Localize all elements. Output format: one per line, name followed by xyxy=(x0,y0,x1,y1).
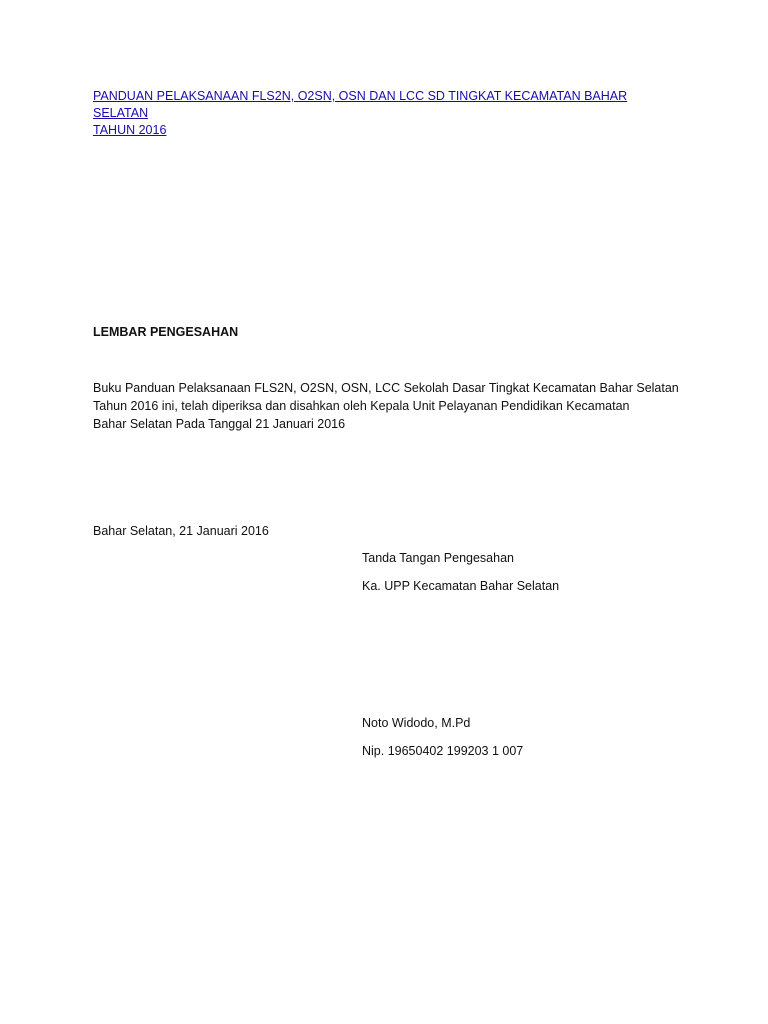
paragraph-line-3: Bahar Selatan Pada Tanggal 21 Januari 2016 xyxy=(93,417,346,431)
signature-label: Tanda Tangan Pengesahan xyxy=(362,551,514,565)
section-heading: LEMBAR PENGESAHAN xyxy=(93,325,239,339)
signatory-nip: Nip. 19650402 199203 1 007 xyxy=(362,744,524,758)
title-line-2[interactable]: TAHUN 2016 xyxy=(93,123,167,137)
title-line-1[interactable]: PANDUAN PELAKSANAAN FLS2N, O2SN, OSN DAN LCC SD TINGKAT KECAMATAN BAHAR SELATAN xyxy=(93,89,628,120)
document-title-link[interactable] xyxy=(93,88,673,139)
approval-paragraph xyxy=(93,379,683,433)
paragraph-line-2: Tahun 2016 ini, telah diperiksa dan disahkan oleh Kepala Unit Pelayanan Pendidikan Kecamatan xyxy=(93,399,630,413)
place-date: Bahar Selatan, 21 Januari 2016 xyxy=(93,524,269,538)
signatory-name: Noto Widodo, M.Pd xyxy=(362,716,471,730)
signature-role: Ka. UPP Kecamatan Bahar Selatan xyxy=(362,579,560,593)
paragraph-line-1: Buku Panduan Pelaksanaan FLS2N, O2SN, OSN, LCC Sekolah Dasar Tingkat Kecamatan Bahar Selatan xyxy=(93,381,679,395)
